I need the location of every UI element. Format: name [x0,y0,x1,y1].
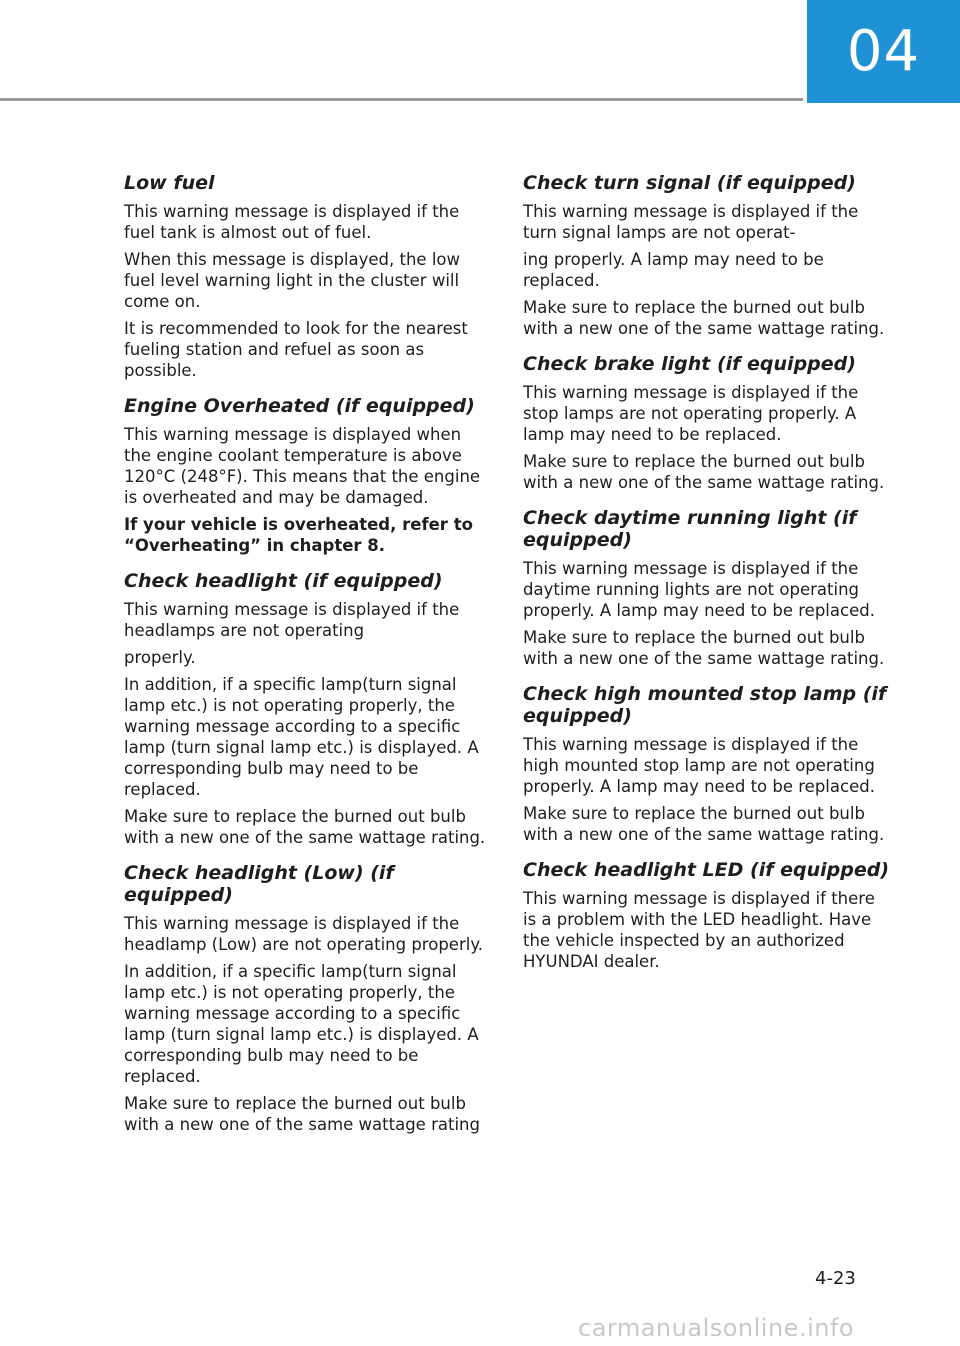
section [124,570,492,848]
body-paragraph: Make sure to replace the burned out bulb with a new one of the same wattage rating. [523,804,885,844]
chapter-number: 04 [846,19,921,84]
bold-note: If your vehicle is overheated, refer to “Overheating” in chapter 8. [124,515,473,555]
section-heading: Check headlight (if equipped) [124,570,443,592]
body-paragraph: It is recommended to look for the nearest fueling station and refuel as soon as possible. [124,319,468,380]
section-heading: Check daytime running light (if equipped) [523,507,857,551]
section [523,859,891,972]
body-paragraph: This warning message is displayed if the turn signal lamps are not operat- [523,202,859,242]
body-paragraph: This warning message is displayed if the headlamps are not operating [124,600,460,640]
section [523,172,891,339]
body-paragraph: This warning message is displayed if the high mounted stop lamp are not operating properly. A lamp may need to be replaced. [523,735,875,796]
section-heading: Check turn signal (if equipped) [523,172,856,194]
body-paragraph: This warning message is displayed if the daytime running lights are not operating properly. A lamp may need to be replaced. [523,559,875,620]
body-paragraph: This warning message is displayed if the headlamp (Low) are not operating properly. [124,914,483,954]
body-paragraph: When this message is displayed, the low fuel level warning light in the cluster will come on. [124,250,461,311]
body-paragraph: Make sure to replace the burned out bulb with a new one of the same wattage rating. [523,298,885,338]
section-heading: Check high mounted stop lamp (if equipped) [523,683,887,727]
body-paragraph: This warning message is displayed if the stop lamps are not operating properly. A lamp may need to be replaced. [523,383,859,444]
section-heading: Check headlight LED (if equipped) [523,859,890,881]
body-paragraph: Make sure to replace the burned out bulb with a new one of the same wattage rating. [523,452,885,492]
body-paragraph: Make sure to replace the burned out bulb with a new one of the same wattage rating [124,1094,480,1134]
body-paragraph: This warning message is displayed when the engine coolant temperature is above 120°C (248°F). This means that the engine is overheated and may be damaged. [124,425,481,507]
body-paragraph: In addition, if a specific lamp(turn signal lamp etc.) is not operating properly, the warning message according to a specific lamp (turn signal lamp etc.) is displayed. A corresponding bulb may need to be replaced. [124,962,479,1086]
left-column [124,172,492,1149]
body-paragraph: Make sure to replace the burned out bulb with a new one of the same wattage rating. [124,807,486,847]
body-paragraph: In addition, if a specific lamp(turn signal lamp etc.) is not operating properly, the warning message according to a specific lamp (turn signal lamp etc.) is displayed. A corresponding bulb may need to be replaced. [124,675,479,799]
page-number: 4-23 [815,1268,856,1289]
watermark: carmanualsonline.info [578,1314,855,1342]
body-paragraph: Make sure to replace the burned out bulb with a new one of the same wattage rating. [523,628,885,668]
section-heading: Engine Overheated (if equipped) [124,395,475,417]
chapter-tab [807,0,960,103]
right-column [523,172,891,986]
section [523,353,891,493]
body-paragraph: ing properly. A lamp may need to be replaced. [523,250,824,290]
section [124,395,492,556]
section [523,683,891,845]
section-heading: Check headlight (Low) (if equipped) [124,862,394,906]
body-paragraph: This warning message is displayed if the fuel tank is almost out of fuel. [124,202,460,242]
section [124,172,492,381]
section-heading: Low fuel [124,172,215,194]
section [523,507,891,669]
body-paragraph: properly. [124,648,196,667]
header-rule [0,98,803,101]
section [124,862,492,1135]
body-paragraph: This warning message is displayed if there is a problem with the LED headlight. Have the vehicle inspected by an authorized HYUNDAI dealer. [523,889,875,971]
section-heading: Check brake light (if equipped) [523,353,856,375]
